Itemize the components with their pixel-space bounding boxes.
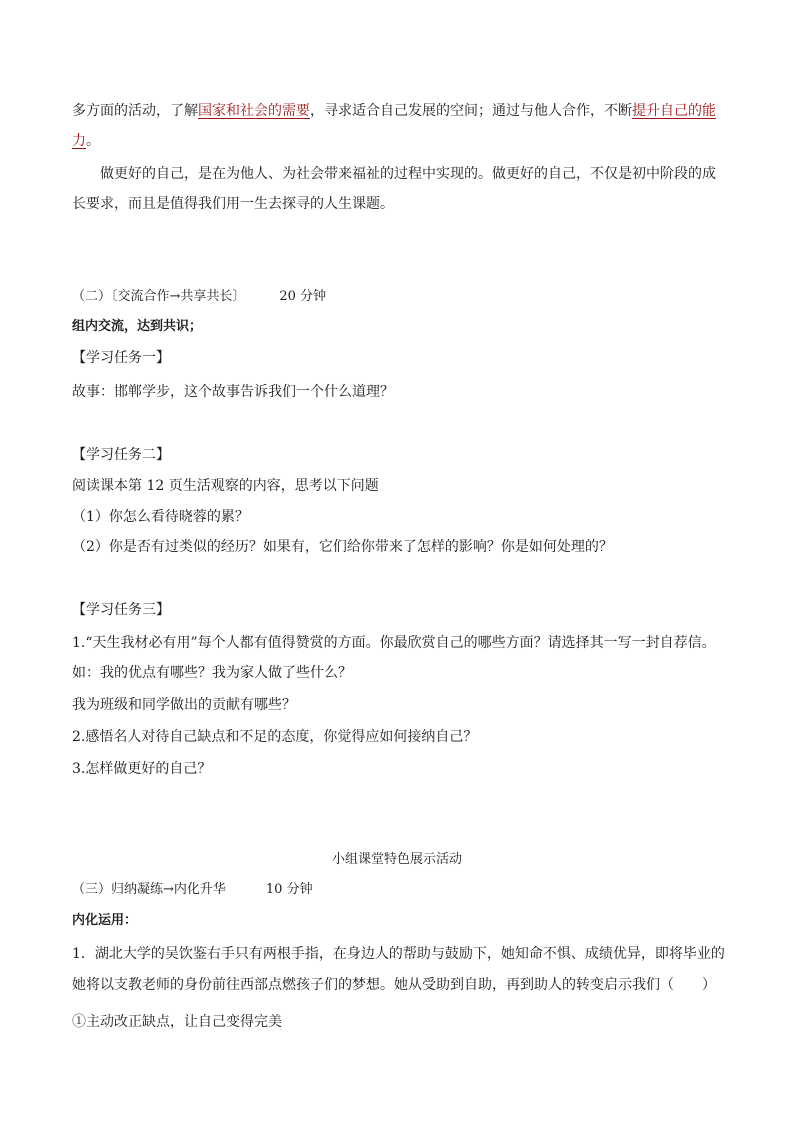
section2-title: （二）〔交流合作→共享共长〕: [72, 289, 246, 304]
intro-text: 。: [86, 133, 100, 149]
task2-title: 【学习任务二】: [72, 447, 170, 463]
highlight-improve-ability: 提升自己的能: [632, 103, 716, 119]
para2-line-2: 长要求，而且是值得我们用一生去探寻的人生课题。: [72, 196, 394, 212]
intro-line-2: [72, 130, 100, 152]
highlight-national-needs: 国家和社会的需要: [198, 103, 310, 119]
task3-question-3: 3.怎样做更好的自己？: [72, 761, 212, 777]
task2-question-1: （1）你怎么看待晓蓉的累？: [72, 509, 249, 525]
intro-text: ，寻求适合自己发展的空间；通过与他人合作，不断: [310, 103, 632, 119]
intro-text: 多方面的活动，了解: [72, 103, 198, 119]
task2-question-2: （2）你是否有过类似的经历？如果有，它们给你带来了怎样的影响？你是如何处理的？: [72, 539, 613, 555]
section3-subheading: 内化运用：: [72, 913, 138, 928]
para2-line-1: 做更好的自己，是在为他人、为社会带来福祉的过程中实现的。做更好的自己，不仅是初中阶段的成: [100, 166, 716, 182]
question-1-line-2: 她将以支教老师的身份前往西部点燃孩子们的梦想。她从受助到自助，再到助人的转变启示我们（ ）: [72, 977, 716, 993]
task1-title: 【学习任务一】: [72, 350, 170, 366]
task3-question-2: 2.感悟名人对待自己缺点和不足的态度，你觉得应如何接纳自己？: [72, 729, 478, 745]
task3-title: 【学习任务三】: [72, 602, 170, 618]
section2-subheading: 组内交流，达到共识；: [72, 319, 203, 334]
highlight-ability-end: 力: [72, 133, 86, 149]
section2-heading: [72, 286, 326, 308]
task3-question-1: 1.“天生我材必有用”每个人都有值得赞赏的方面。你最欣赏自己的哪些方面？请选择其一写一封自荐信。: [72, 635, 716, 651]
section3-time: 10 分钟: [265, 882, 313, 897]
section3-heading: [72, 879, 313, 901]
task1-text: 故事：邯郸学步，这个故事告诉我们一个什么道理？: [72, 384, 394, 400]
section3-title: （三）归纳凝练→内化升华: [72, 882, 226, 897]
activity-title: 小组课堂特色展示活动: [331, 852, 462, 867]
task3-hint-1: 如：我的优点有哪些？我为家人做了些什么？: [72, 665, 352, 681]
question-1-option-1: ①主动改正缺点，让自己变得完美: [72, 1014, 282, 1030]
question-1-line-1: 1．湖北大学的吴饮鉴右手只有两根手指，在身边人的帮助与鼓励下，她知命不惧、成绩优异，即将毕业的: [72, 946, 725, 962]
task3-hint-2: 我为班级和同学做出的贡献有哪些？: [72, 697, 296, 713]
section2-time: 20 分钟: [279, 289, 327, 304]
intro-line-1: [72, 100, 716, 122]
task2-text: 阅读课本第 12 页生活观察的内容，思考以下问题: [72, 478, 379, 494]
